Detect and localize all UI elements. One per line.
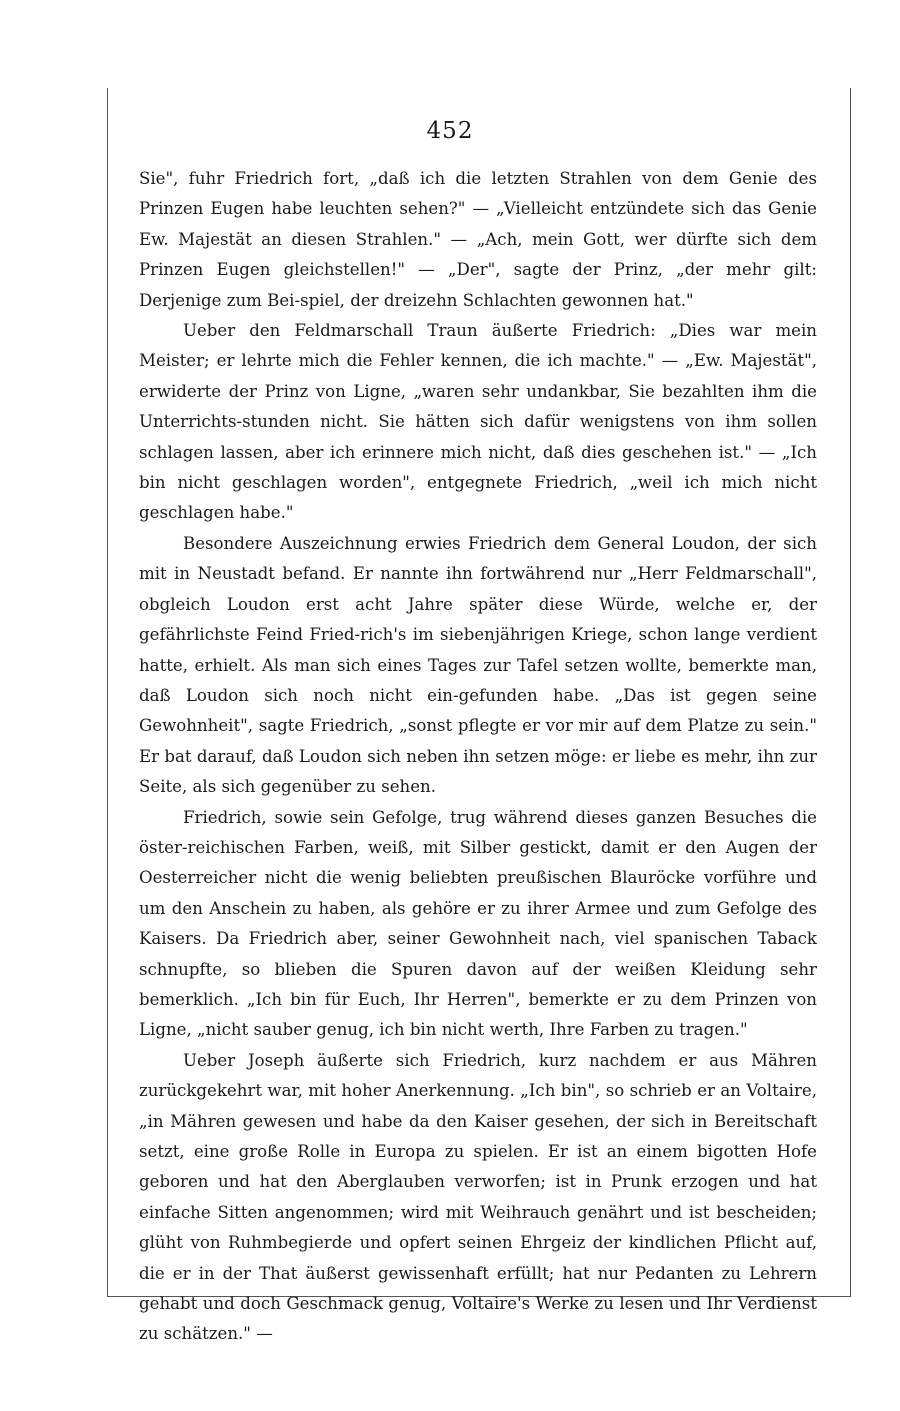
paragraph-2: Ueber den Feldmarschall Traun äußerte Friedrich: „Dies war mein Meister; er lehrte mich die Fehler kennen, die ich machte." — „Ew. Majestät", erwiderte der Prinz von Ligne, „waren sehr undankbar, Sie bezahlten ihm die Unterrichts-stunden nicht. Sie hätten sich dafür wenigstens von ihm sollen schlagen lassen, aber ich erinnere mich nicht, daß dies geschehen ist." — „Ich bin nicht geschlagen worden", entgegnete Friedrich, „weil ich mich nicht geschlagen habe." (139, 321, 817, 523)
paragraph-1: Sie", fuhr Friedrich fort, „daß ich die letzten Strahlen von dem Genie des Prinzen Eugen habe leuchten sehen?" — „Vielleicht entzündete sich das Genie Ew. Majestät an diesen Strahlen." — „Ach, mein Gott, wer dürfte sich dem Prinzen Eugen gleichstellen!" — „Der", sagte der Prinz, „der mehr gilt: Derjenige zum Bei-spiel, der dreizehn Schlachten gewonnen hat." (139, 169, 817, 310)
paragraph-5: Ueber Joseph äußerte sich Friedrich, kurz nachdem er aus Mähren zurückgekehrt war, mit hoher Anerkennung. „Ich bin", so schrieb er an Voltaire, „in Mähren gewesen und habe da den Kaiser gesehen, der sich in Bereitschaft setzt, eine große Rolle in Europa zu spielen. Er ist an einem bigotten Hofe geboren und hat den Aberglauben verworfen; ist in Prunk erzogen und hat einfache Sitten angenommen; wird mit Weihrauch genährt und ist bescheiden; glüht von Ruhmbegierde und opfert seinen Ehrgeiz der kindlichen Pflicht auf, die er in der That äußerst gewissenhaft erfüllt; hat nur Pedanten zu Lehrern gehabt und doch Geschmack genug, Voltaire's Werke zu lesen und Ihr Verdienst zu schätzen." — (139, 1050, 817, 1344)
body-text (139, 164, 817, 1350)
page-number: 452 (426, 118, 474, 144)
paragraph-3: Besondere Auszeichnung erwies Friedrich dem General Loudon, der sich mit in Neustadt befand. Er nannte ihn fortwährend nur „Herr Feldmarschall", obgleich Loudon erst acht Jahre später diese Würde, welche er, der gefährlichste Feind Fried-rich's im siebenjährigen Kriege, schon lange verdient hatte, erhielt. Als man sich eines Tages zur Tafel setzen wollte, bemerkte man, daß Loudon sich noch nicht ein-gefunden habe. „Das ist gegen seine Gewohnheit", sagte Friedrich, „sonst pflegte er vor mir auf dem Platze zu sein." Er bat darauf, daß Loudon sich neben ihn setzen möge: er liebe es mehr, ihn zur Seite, als sich gegenüber zu sehen. (139, 533, 817, 797)
paragraph-4: Friedrich, sowie sein Gefolge, trug während dieses ganzen Besuches die öster-reichischen Farben, weiß, mit Silber gestickt, damit er den Augen der Oesterreicher nicht die wenig beliebten preußischen Blauröcke vorführe und um den Anschein zu haben, als gehöre er zu ihrer Armee und zum Gefolge des Kaisers. Da Friedrich aber, seiner Gewohnheit nach, viel spanischen Taback schnupfte, so blieben die Spuren davon auf der weißen Kleidung sehr bemerklich. „Ich bin für Euch, Ihr Herren", bemerkte er zu dem Prinzen von Ligne, „nicht sauber genug, ich bin nicht werth, Ihre Farben zu tragen." (139, 807, 817, 1040)
